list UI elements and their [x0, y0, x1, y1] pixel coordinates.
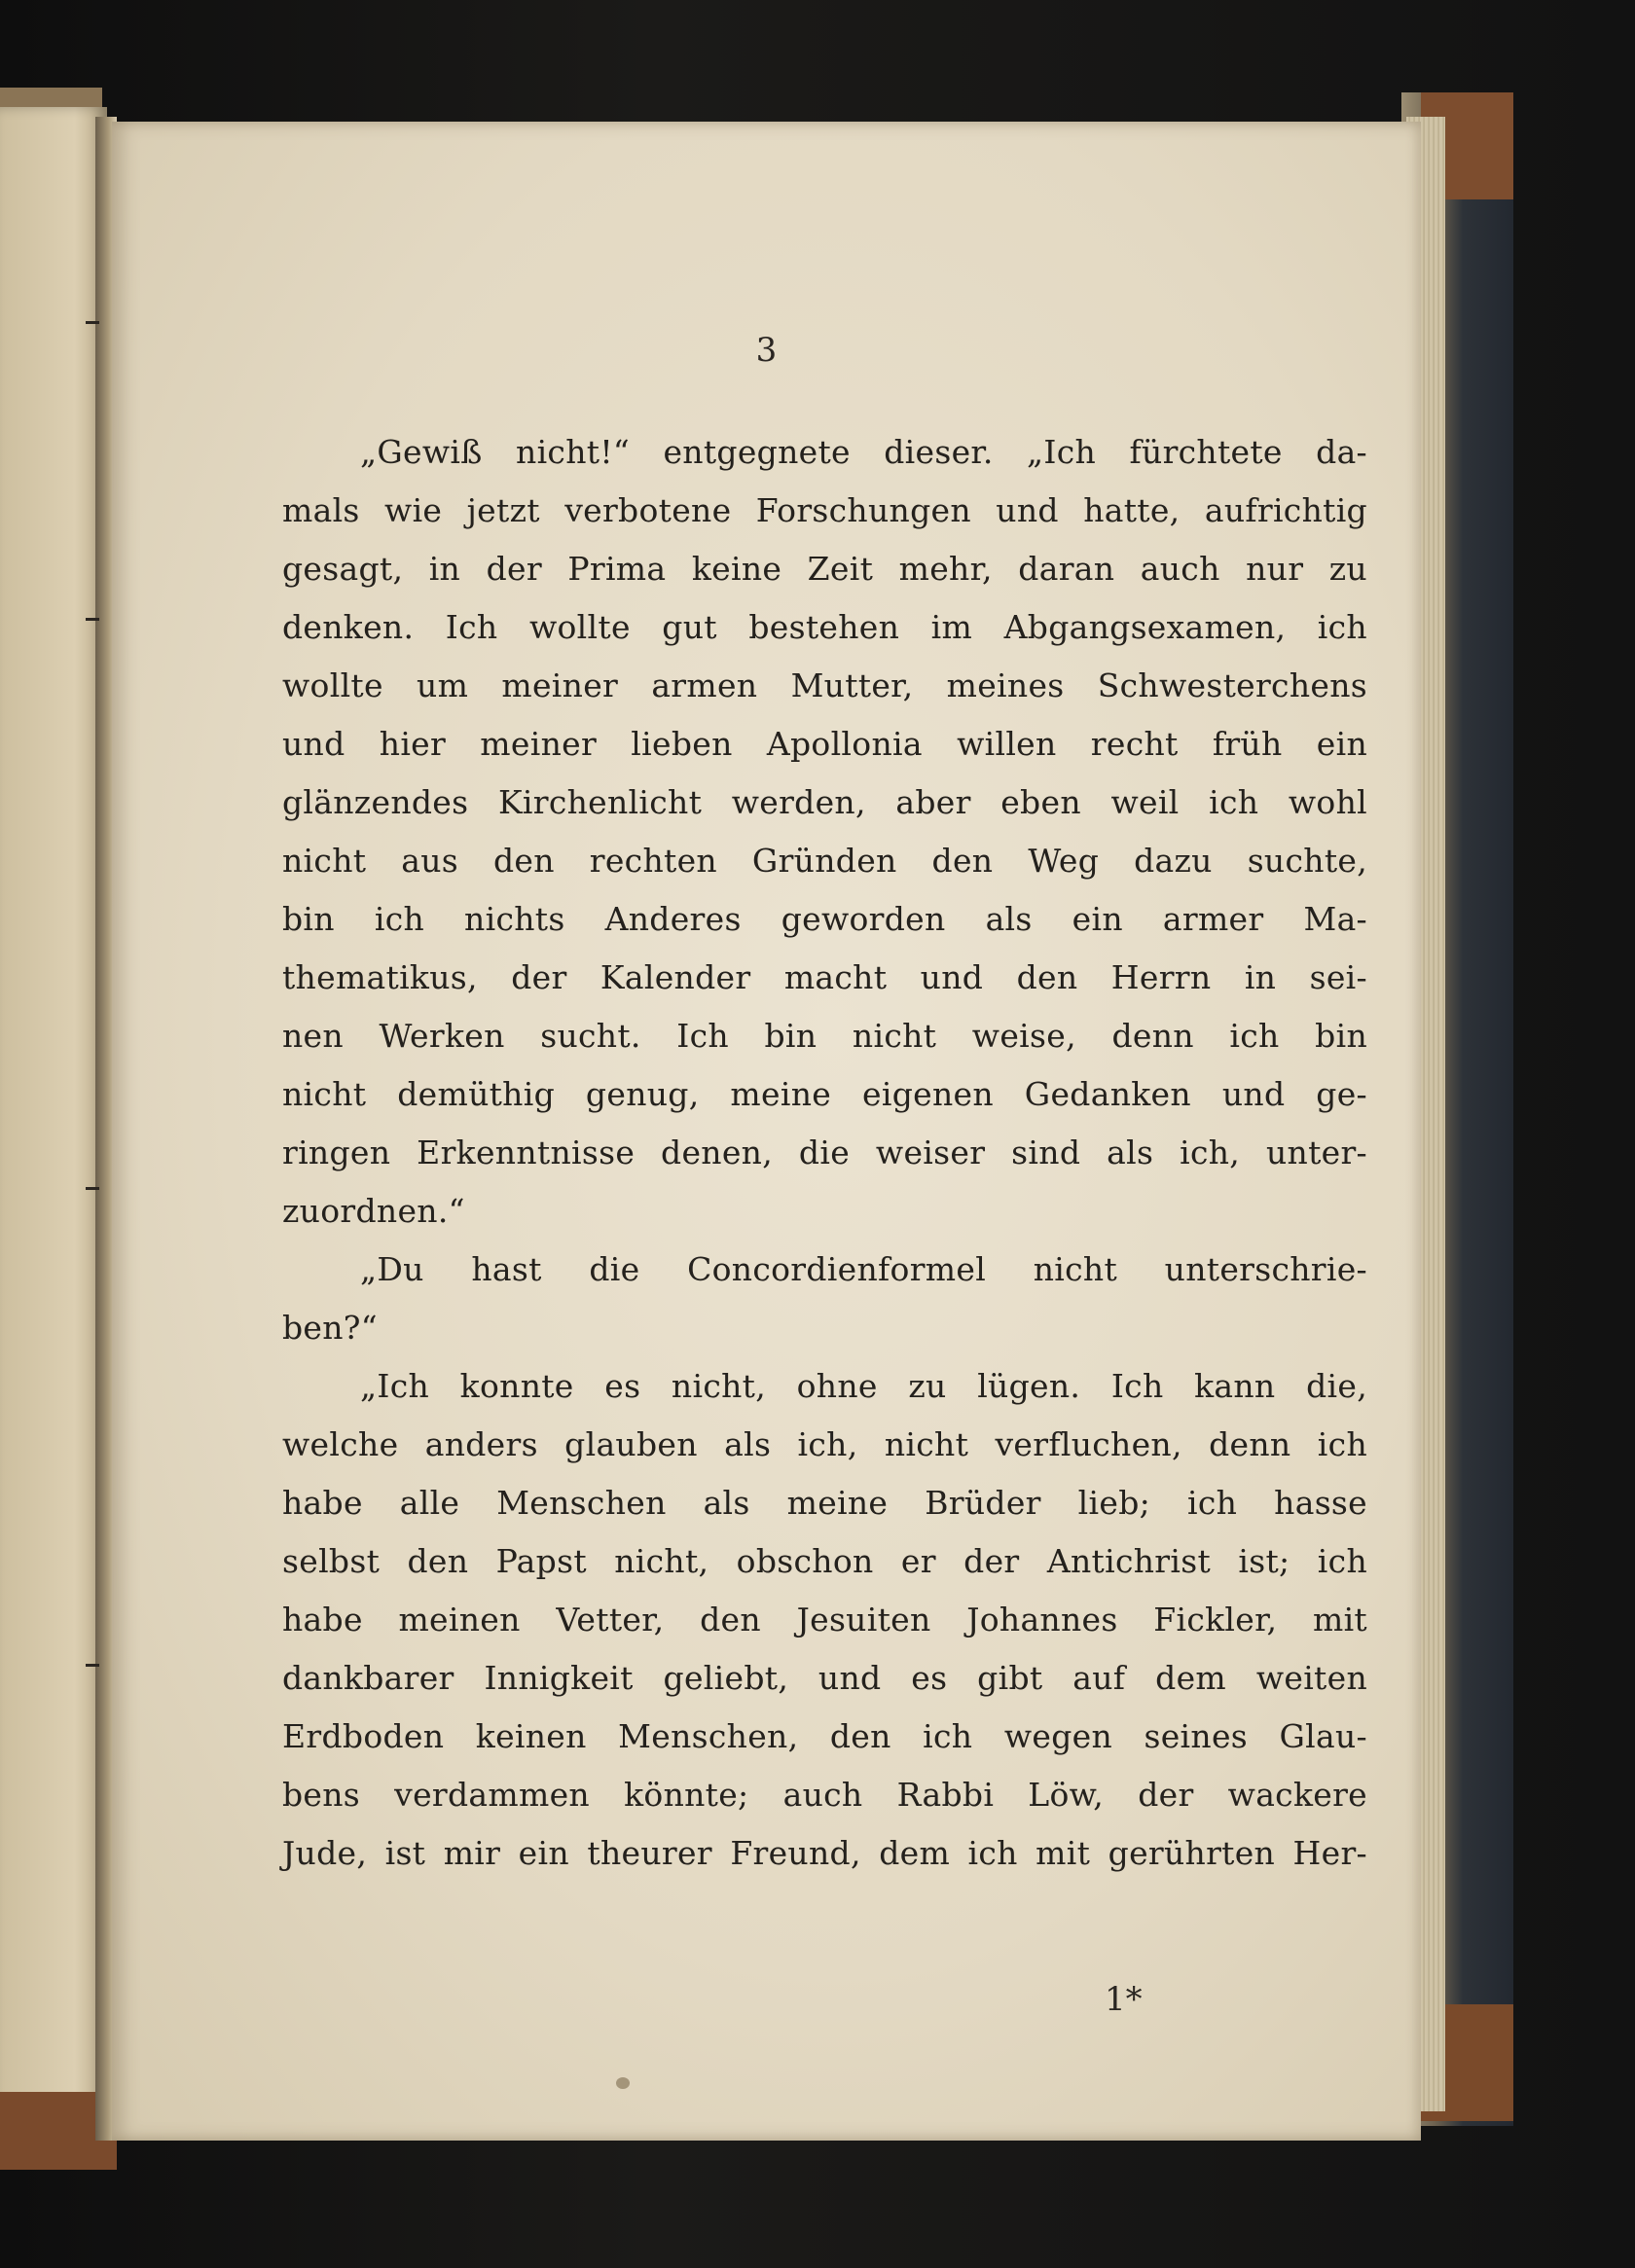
page-number: 3	[755, 331, 778, 370]
body-text	[282, 423, 1367, 1883]
text-line: welche anders glauben als ich, nicht verfluchen, denn ich	[282, 1425, 1367, 1463]
gutter-stitch-mark	[86, 1187, 99, 1190]
left-page-sliver	[0, 107, 107, 2141]
text-line: mals wie jetzt verbotene Forschungen und hatte, aufrichtig	[282, 491, 1367, 529]
text-line: glänzendes Kirchenlicht werden, aber eben weil ich wohl	[282, 783, 1367, 821]
ink-smudge	[616, 2077, 630, 2089]
text-line: „Ich konnte es nicht, ohne zu lügen. Ich kann die,	[360, 1367, 1367, 1405]
text-line: habe meinen Vetter, den Jesuiten Johannes Fickler, mit	[282, 1601, 1367, 1638]
text-line: dankbarer Innigkeit geliebt, und es gibt auf dem weiten	[282, 1659, 1367, 1697]
text-line: gesagt, in der Prima keine Zeit mehr, daran auch nur zu	[282, 550, 1367, 588]
text-line: nicht demüthig genug, meine eigenen Gedanken und ge-	[282, 1075, 1367, 1113]
text-line: ben?“	[282, 1309, 378, 1347]
text-line: „Gewiß nicht!“ entgegnete dieser. „Ich fürchtete da-	[360, 433, 1367, 471]
text-line: denken. Ich wollte gut bestehen im Abgangsexamen, ich	[282, 608, 1367, 646]
text-line: nicht aus den rechten Gründen den Weg dazu suchte,	[282, 842, 1367, 880]
gutter-stitch-mark	[86, 618, 99, 621]
text-line: zuordnen.“	[282, 1192, 465, 1230]
text-line: Erdboden keinen Menschen, den ich wegen seines Glau-	[282, 1717, 1367, 1755]
text-line: thematikus, der Kalender macht und den Herrn in sei-	[282, 958, 1367, 996]
text-line: wollte um meiner armen Mutter, meines Schwesterchens	[282, 666, 1367, 704]
text-line: Jude, ist mir ein theurer Freund, dem ich mit gerührten Her-	[282, 1834, 1367, 1872]
gutter-stitch-mark	[86, 321, 99, 324]
gutter-stitch-mark	[86, 1664, 99, 1667]
text-line: ringen Erkenntnisse denen, die weiser sind als ich, unter-	[282, 1134, 1367, 1171]
text-line: selbst den Papst nicht, obschon er der Antichrist ist; ich	[282, 1542, 1367, 1580]
text-line: bin ich nichts Anderes geworden als ein armer Ma-	[282, 900, 1367, 938]
text-line: habe alle Menschen als meine Brüder lieb; ich hasse	[282, 1484, 1367, 1522]
text-line: bens verdammen könnte; auch Rabbi Löw, der wackere	[282, 1776, 1367, 1814]
signature-mark: 1*	[1105, 1980, 1143, 2019]
text-line: „Du hast die Concordienformel nicht unterschrie-	[360, 1250, 1367, 1288]
book-page	[112, 122, 1421, 2141]
text-line: nen Werken sucht. Ich bin nicht weise, denn ich bin	[282, 1017, 1367, 1055]
text-line: und hier meiner lieben Apollonia willen recht früh ein	[282, 725, 1367, 763]
